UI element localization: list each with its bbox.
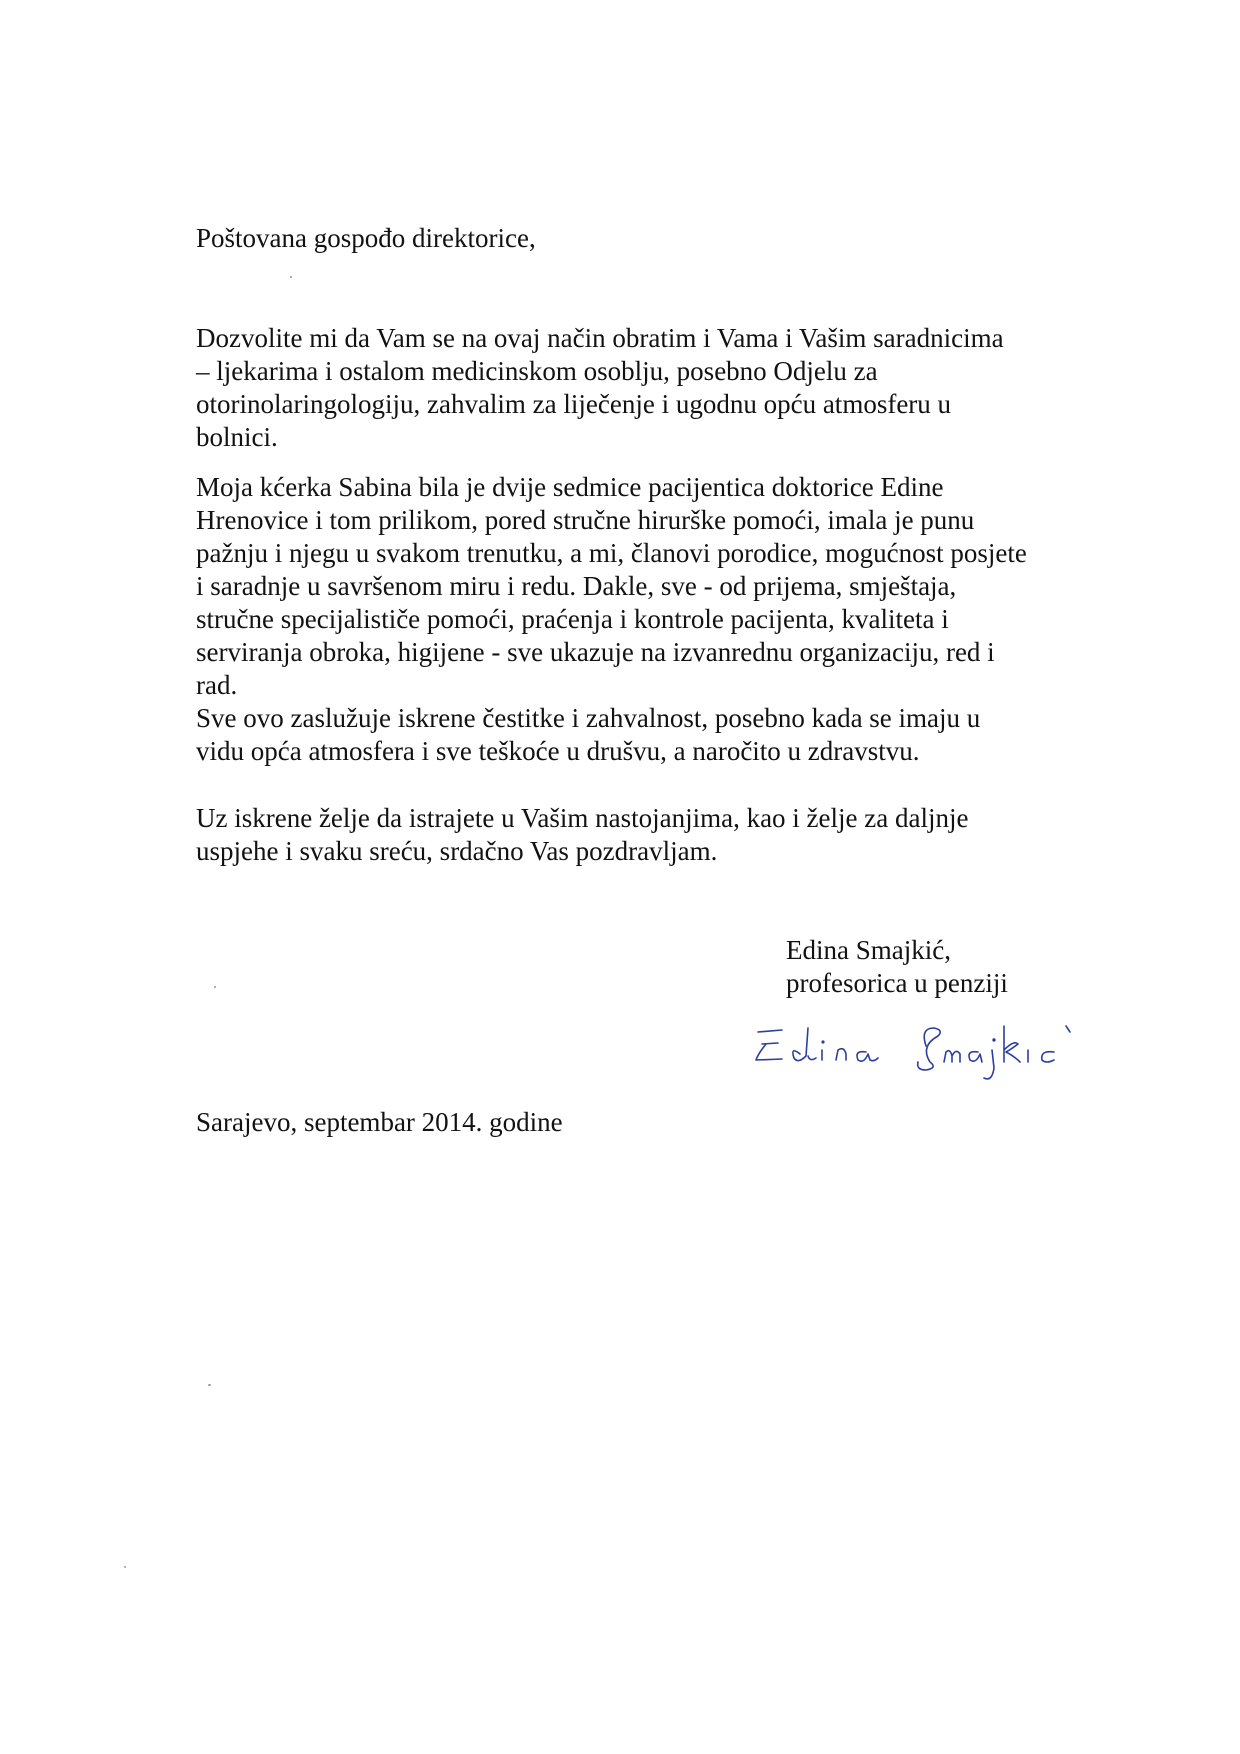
scan-speck <box>290 276 292 278</box>
paragraph-2-line-7: rad. <box>196 670 238 700</box>
paragraph-2-line-5: stručne specijalističe pomoći, praćenja i kontrole pacijenta, kvaliteta i <box>196 604 949 634</box>
paragraph-1-line-4: bolnici. <box>196 422 278 452</box>
paragraph-2-line-4: i saradnje u savršenom miru i redu. Dakle, sve - od prijema, smještaja, <box>196 571 957 601</box>
paragraph-2-line-3: pažnju i njegu u svakom trenutku, a mi, članovi porodice, mogućnost posjete <box>196 538 1027 568</box>
sender-name: Edina Smajkić, <box>786 935 951 965</box>
scan-speck <box>214 986 216 988</box>
paragraph-2-line-2: Hrenovice i tom prilikom, pored stručne hirurške pomoći, imala je punu <box>196 505 975 535</box>
paragraph-3-line-2: vidu opća atmosfera i sve teškoće u drušvu, a naročito u zdravstvu. <box>196 736 920 766</box>
paragraph-3-line-1: Sve ovo zaslužuje iskrene čestitke i zahvalnost, posebno kada se imaju u <box>196 703 981 733</box>
paragraph-1-line-1: Dozvolite mi da Vam se na ovaj način obratim i Vama i Vašim saradnicima <box>196 323 1004 353</box>
sender-title: profesorica u penziji <box>786 968 1008 998</box>
scan-speck <box>124 1566 126 1568</box>
paragraph-2-line-6: serviranja obroka, higijene - sve ukazuje na izvanrednu organizaciju, red i <box>196 637 995 667</box>
paragraph-4-line-2: uspjehe i svaku sreću, srdačno Vas pozdravljam. <box>196 836 718 866</box>
paragraph-2-line-1: Moja kćerka Sabina bila je dvije sedmice pacijentica doktorice Edine <box>196 472 944 502</box>
salutation: Poštovana gospođo direktorice, <box>196 223 536 253</box>
place-and-date: Sarajevo, septembar 2014. godine <box>196 1107 563 1137</box>
handwritten-signature <box>748 1006 1078 1096</box>
paragraph-4-line-1: Uz iskrene želje da istrajete u Vašim nastojanjima, kao i želje za daljnje <box>196 803 969 833</box>
paragraph-1-line-3: otorinolaringologiju, zahvalim za liječenje i ugodnu opću atmosferu u <box>196 389 952 419</box>
scan-speck <box>208 1384 211 1386</box>
paragraph-1-line-2: – ljekarima i ostalom medicinskom osoblju, posebno Odjelu za <box>196 356 878 386</box>
